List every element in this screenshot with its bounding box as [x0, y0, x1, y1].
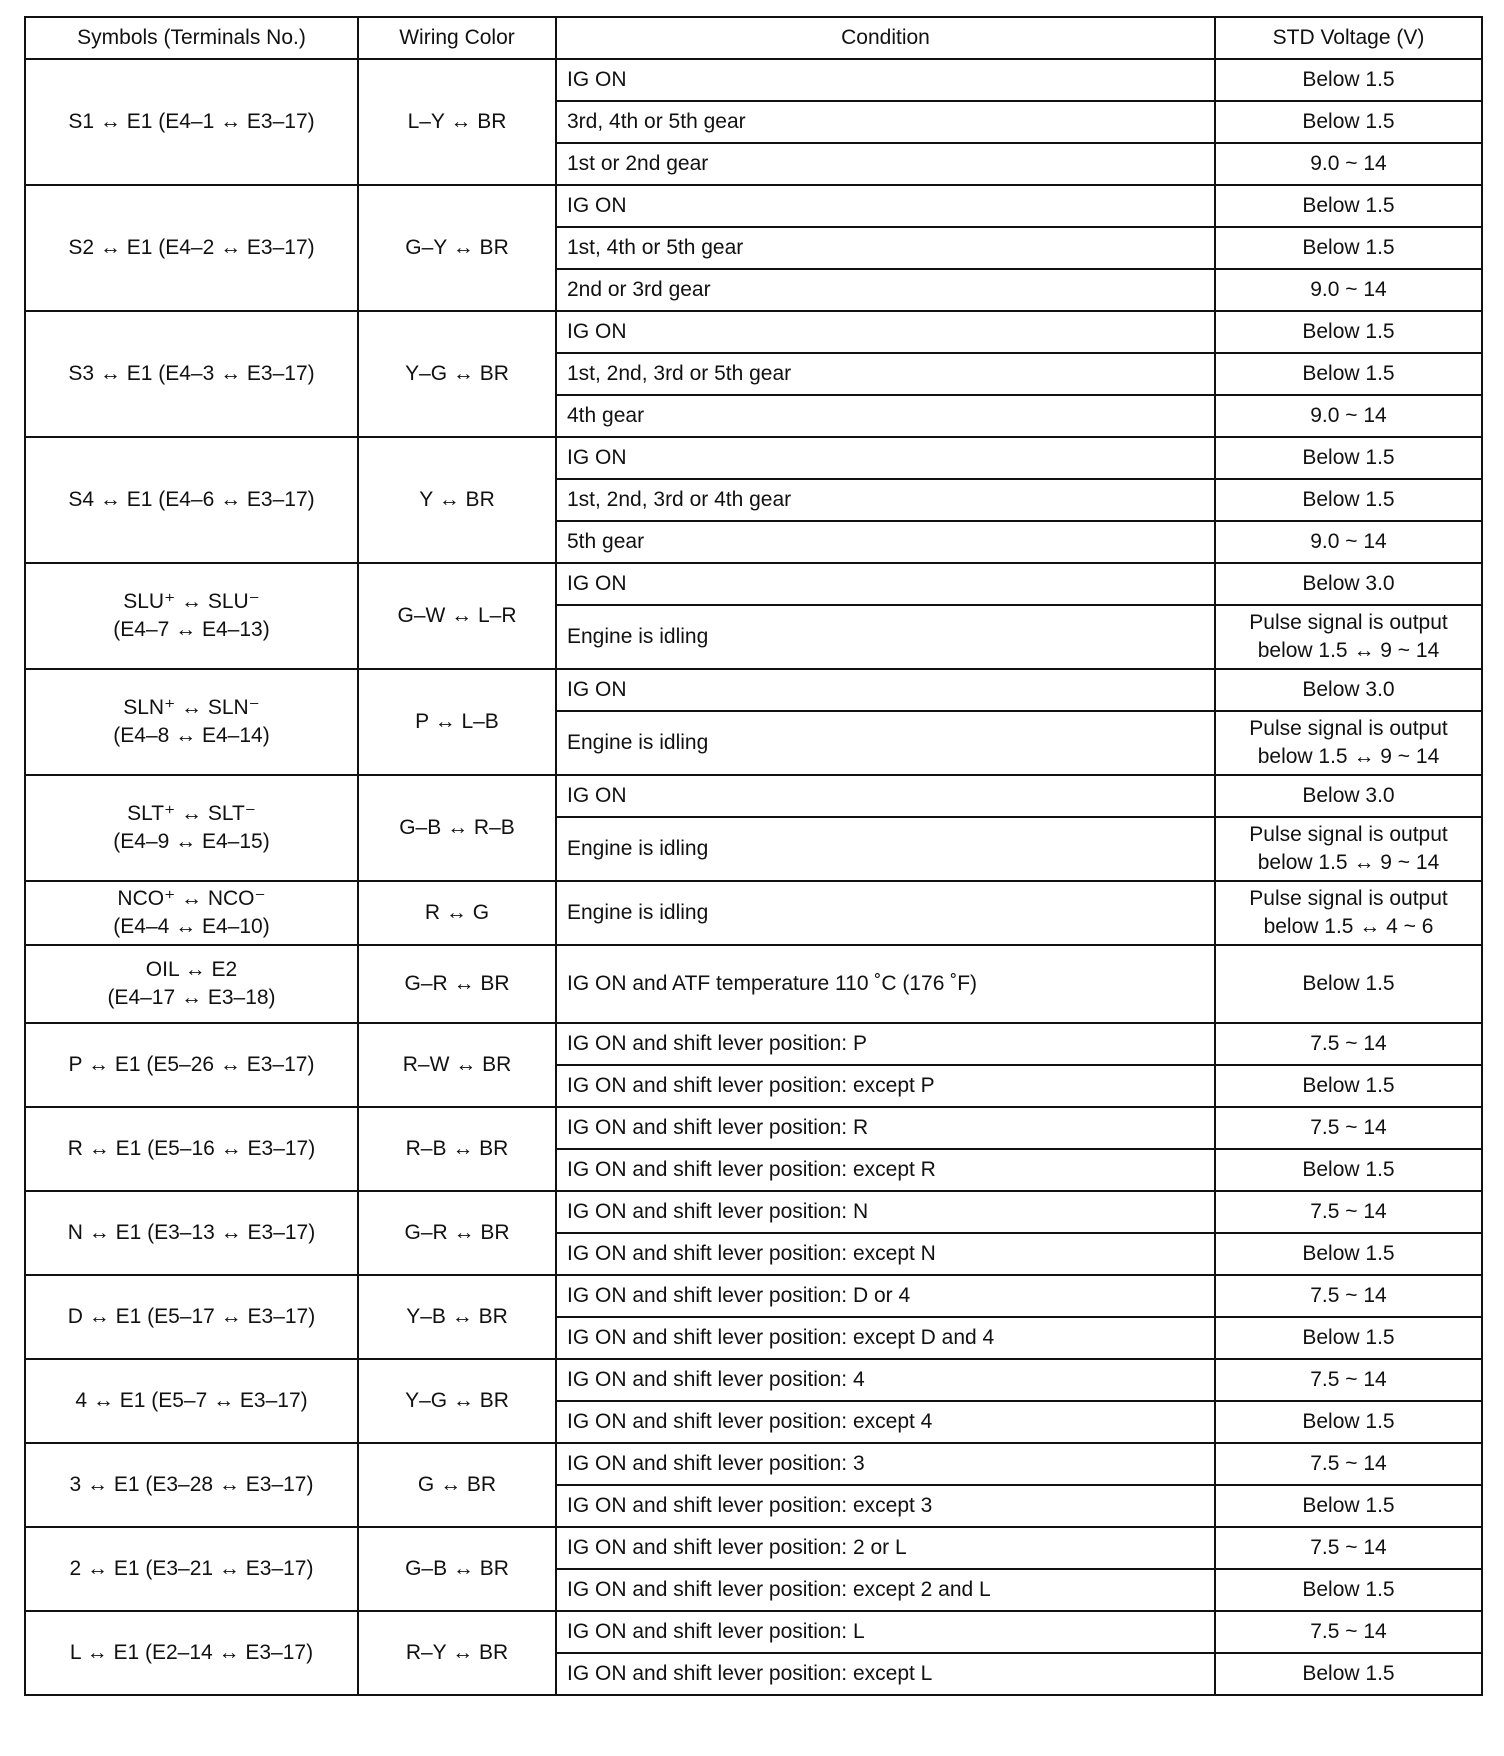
- condition-cell: Engine is idling: [556, 881, 1215, 945]
- std-voltage-cell: [1215, 1233, 1482, 1275]
- wiring-color-cell: R ↔ G: [358, 881, 556, 945]
- std-voltage-cell: [1215, 1107, 1482, 1149]
- std-voltage-cell: [1215, 1149, 1482, 1191]
- std-voltage-text: Below 1.5: [1302, 1661, 1395, 1685]
- std-voltage-text: Pulse signal is output: [1249, 886, 1448, 910]
- table-row: [25, 59, 1482, 101]
- std-voltage-cell: [1215, 817, 1482, 881]
- table-row: [25, 945, 1482, 1023]
- terminal-symbol-cell: [25, 1611, 358, 1695]
- wiring-color-cell: Y ↔ BR: [358, 437, 556, 563]
- wiring-color-cell: G–R ↔ BR: [358, 945, 556, 1023]
- condition-cell: 1st, 2nd, 3rd or 4th gear: [556, 479, 1215, 521]
- table-row: [25, 437, 1482, 479]
- std-voltage-cell: [1215, 437, 1482, 479]
- condition-cell: 1st or 2nd gear: [556, 143, 1215, 185]
- table-row: [25, 311, 1482, 353]
- std-voltage-text: Below 3.0: [1302, 783, 1395, 807]
- std-voltage-text: 7.5 ~ 14: [1310, 1283, 1387, 1307]
- terminal-symbol-cell: [25, 563, 358, 669]
- condition-cell: IG ON and shift lever position: except D and 4: [556, 1317, 1215, 1359]
- condition-cell: IG ON and shift lever position: except L: [556, 1653, 1215, 1695]
- terminal-symbol-text: S2 ↔ E1 (E4–2 ↔ E3–17): [68, 235, 315, 259]
- condition-cell: IG ON: [556, 669, 1215, 711]
- condition-cell: IG ON and shift lever position: except 2 and L: [556, 1569, 1215, 1611]
- condition-cell: IG ON and shift lever position: 4: [556, 1359, 1215, 1401]
- terminal-symbol-text: SLN⁺ ↔ SLN⁻: [123, 695, 260, 719]
- std-voltage-text: Below 1.5: [1302, 971, 1395, 995]
- std-voltage-text: Below 1.5: [1302, 1241, 1395, 1265]
- table-row: [25, 563, 1482, 605]
- std-voltage-text: Below 1.5: [1302, 361, 1395, 385]
- terminal-symbol-text: (E4–7 ↔ E4–13): [113, 618, 270, 641]
- terminal-symbol-text: SLT⁺ ↔ SLT⁻: [127, 801, 256, 825]
- wiring-color-cell: G–W ↔ L–R: [358, 563, 556, 669]
- std-voltage-text: 7.5 ~ 14: [1310, 1031, 1387, 1055]
- std-voltage-text: 7.5 ~ 14: [1310, 1199, 1387, 1223]
- terminal-symbol-text: 4 ↔ E1 (E5–7 ↔ E3–17): [75, 1388, 308, 1412]
- std-voltage-cell: [1215, 1653, 1482, 1695]
- std-voltage-cell: [1215, 945, 1482, 1023]
- std-voltage-text: Pulse signal is output: [1249, 610, 1448, 634]
- condition-cell: 1st, 2nd, 3rd or 5th gear: [556, 353, 1215, 395]
- condition-cell: 3rd, 4th or 5th gear: [556, 101, 1215, 143]
- wiring-color-cell: G–Y ↔ BR: [358, 185, 556, 311]
- header-symbols: Symbols (Terminals No.): [25, 17, 358, 59]
- wiring-color-cell: Y–B ↔ BR: [358, 1275, 556, 1359]
- terminal-symbol-text: (E4–8 ↔ E4–14): [113, 724, 270, 747]
- std-voltage-text: below 1.5 ↔ 9 ~ 14: [1257, 639, 1440, 662]
- std-voltage-text: Pulse signal is output: [1249, 822, 1448, 846]
- table-row: [25, 669, 1482, 711]
- std-voltage-cell: [1215, 605, 1482, 669]
- table-row: [25, 1359, 1482, 1401]
- terminal-symbol-cell: [25, 1275, 358, 1359]
- std-voltage-text: below 1.5 ↔ 9 ~ 14: [1257, 745, 1440, 768]
- std-voltage-text: 9.0 ~ 14: [1310, 529, 1387, 553]
- table-body: [25, 59, 1482, 1695]
- condition-cell: IG ON: [556, 775, 1215, 817]
- condition-cell: IG ON and shift lever position: P: [556, 1023, 1215, 1065]
- terminal-symbol-text: D ↔ E1 (E5–17 ↔ E3–17): [67, 1304, 316, 1328]
- std-voltage-text: Below 1.5: [1302, 487, 1395, 511]
- std-voltage-text: 9.0 ~ 14: [1310, 277, 1387, 301]
- condition-cell: IG ON and shift lever position: D or 4: [556, 1275, 1215, 1317]
- terminal-symbol-text: L ↔ E1 (E2–14 ↔ E3–17): [69, 1640, 314, 1664]
- table-row: [25, 1275, 1482, 1317]
- std-voltage-text: below 1.5 ↔ 9 ~ 14: [1257, 851, 1440, 874]
- condition-cell: IG ON and shift lever position: N: [556, 1191, 1215, 1233]
- condition-cell: IG ON and shift lever position: 2 or L: [556, 1527, 1215, 1569]
- std-voltage-cell: [1215, 1065, 1482, 1107]
- terminal-symbol-cell: [25, 945, 358, 1023]
- condition-cell: IG ON: [556, 563, 1215, 605]
- table-row: [25, 775, 1482, 817]
- terminal-symbol-cell: [25, 881, 358, 945]
- condition-cell: 5th gear: [556, 521, 1215, 563]
- terminal-symbol-text: S4 ↔ E1 (E4–6 ↔ E3–17): [68, 487, 315, 511]
- std-voltage-cell: [1215, 1401, 1482, 1443]
- std-voltage-cell: [1215, 775, 1482, 817]
- wiring-color-cell: R–W ↔ BR: [358, 1023, 556, 1107]
- terminal-symbol-text: SLU⁺ ↔ SLU⁻: [123, 589, 260, 613]
- std-voltage-text: below 1.5 ↔ 4 ~ 6: [1263, 915, 1434, 938]
- wiring-color-cell: G–R ↔ BR: [358, 1191, 556, 1275]
- terminal-symbol-cell: [25, 1527, 358, 1611]
- std-voltage-cell: [1215, 353, 1482, 395]
- header-condition: Condition: [556, 17, 1215, 59]
- terminal-symbol-text: R ↔ E1 (E5–16 ↔ E3–17): [67, 1136, 316, 1160]
- condition-cell: IG ON: [556, 311, 1215, 353]
- condition-cell: Engine is idling: [556, 711, 1215, 775]
- terminal-symbol-text: N ↔ E1 (E3–13 ↔ E3–17): [67, 1220, 316, 1244]
- std-voltage-cell: [1215, 59, 1482, 101]
- std-voltage-cell: [1215, 311, 1482, 353]
- std-voltage-cell: [1215, 1359, 1482, 1401]
- std-voltage-cell: [1215, 1485, 1482, 1527]
- std-voltage-text: 9.0 ~ 14: [1310, 403, 1387, 427]
- std-voltage-text: 7.5 ~ 14: [1310, 1367, 1387, 1391]
- std-voltage-cell: [1215, 1317, 1482, 1359]
- std-voltage-cell: [1215, 227, 1482, 269]
- std-voltage-cell: [1215, 563, 1482, 605]
- std-voltage-text: 9.0 ~ 14: [1310, 151, 1387, 175]
- std-voltage-cell: [1215, 143, 1482, 185]
- condition-cell: IG ON and shift lever position: except N: [556, 1233, 1215, 1275]
- terminal-symbol-text: S1 ↔ E1 (E4–1 ↔ E3–17): [68, 109, 315, 133]
- condition-cell: IG ON and shift lever position: except P: [556, 1065, 1215, 1107]
- std-voltage-cell: [1215, 1611, 1482, 1653]
- std-voltage-text: Below 1.5: [1302, 1577, 1395, 1601]
- condition-cell: Engine is idling: [556, 817, 1215, 881]
- std-voltage-text: Below 1.5: [1302, 319, 1395, 343]
- condition-cell: IG ON and shift lever position: R: [556, 1107, 1215, 1149]
- std-voltage-text: 7.5 ~ 14: [1310, 1451, 1387, 1475]
- wiring-color-cell: R–Y ↔ BR: [358, 1611, 556, 1695]
- wiring-color-cell: G ↔ BR: [358, 1443, 556, 1527]
- header-std-voltage: STD Voltage (V): [1215, 17, 1482, 59]
- std-voltage-cell: [1215, 395, 1482, 437]
- table-row: [25, 185, 1482, 227]
- wiring-color-cell: Y–G ↔ BR: [358, 311, 556, 437]
- std-voltage-text: Below 1.5: [1302, 1325, 1395, 1349]
- condition-cell: IG ON and shift lever position: except 4: [556, 1401, 1215, 1443]
- wiring-color-cell: R–B ↔ BR: [358, 1107, 556, 1191]
- terminal-symbol-text: 2 ↔ E1 (E3–21 ↔ E3–17): [69, 1556, 314, 1580]
- std-voltage-text: 7.5 ~ 14: [1310, 1535, 1387, 1559]
- wiring-color-cell: G–B ↔ BR: [358, 1527, 556, 1611]
- std-voltage-cell: [1215, 1275, 1482, 1317]
- std-voltage-text: Below 1.5: [1302, 1157, 1395, 1181]
- table-header: [25, 17, 1482, 59]
- std-voltage-text: Below 1.5: [1302, 1409, 1395, 1433]
- terminal-symbol-text: (E4–9 ↔ E4–15): [113, 830, 270, 853]
- condition-cell: IG ON and shift lever position: except R: [556, 1149, 1215, 1191]
- table-row: [25, 1611, 1482, 1653]
- terminal-symbol-text: OIL ↔ E2: [145, 957, 238, 981]
- std-voltage-cell: [1215, 1527, 1482, 1569]
- table-row: [25, 881, 1482, 945]
- terminal-symbol-text: S3 ↔ E1 (E4–3 ↔ E3–17): [68, 361, 315, 385]
- terminal-symbol-cell: [25, 311, 358, 437]
- terminal-symbol-cell: [25, 1359, 358, 1443]
- terminal-symbol-cell: [25, 59, 358, 185]
- std-voltage-text: Below 1.5: [1302, 235, 1395, 259]
- std-voltage-cell: [1215, 1569, 1482, 1611]
- condition-cell: 4th gear: [556, 395, 1215, 437]
- condition-cell: IG ON and shift lever position: except 3: [556, 1485, 1215, 1527]
- std-voltage-cell: [1215, 1023, 1482, 1065]
- table-row: [25, 1191, 1482, 1233]
- std-voltage-text: Below 1.5: [1302, 445, 1395, 469]
- terminal-symbol-cell: [25, 669, 358, 775]
- wiring-color-cell: L–Y ↔ BR: [358, 59, 556, 185]
- table-row: [25, 1023, 1482, 1065]
- std-voltage-cell: [1215, 521, 1482, 563]
- std-voltage-cell: [1215, 101, 1482, 143]
- std-voltage-cell: [1215, 479, 1482, 521]
- std-voltage-cell: [1215, 711, 1482, 775]
- std-voltage-text: Below 3.0: [1302, 571, 1395, 595]
- table-row: [25, 1443, 1482, 1485]
- std-voltage-cell: [1215, 669, 1482, 711]
- condition-cell: 2nd or 3rd gear: [556, 269, 1215, 311]
- terminal-symbol-text: P ↔ E1 (E5–26 ↔ E3–17): [68, 1052, 315, 1076]
- terminal-symbol-text: (E4–4 ↔ E4–10): [113, 915, 270, 938]
- std-voltage-text: 7.5 ~ 14: [1310, 1115, 1387, 1139]
- condition-cell: IG ON: [556, 185, 1215, 227]
- header-wiring-color: Wiring Color: [358, 17, 556, 59]
- std-voltage-text: Pulse signal is output: [1249, 716, 1448, 740]
- condition-cell: IG ON and ATF temperature 110 ˚C (176 ˚F): [556, 945, 1215, 1023]
- terminal-symbol-cell: [25, 437, 358, 563]
- terminal-symbol-text: NCO⁺ ↔ NCO⁻: [117, 886, 266, 910]
- std-voltage-text: 7.5 ~ 14: [1310, 1619, 1387, 1643]
- voltage-spec-table: [24, 16, 1483, 1696]
- std-voltage-text: Below 1.5: [1302, 109, 1395, 133]
- std-voltage-cell: [1215, 1191, 1482, 1233]
- std-voltage-text: Below 3.0: [1302, 677, 1395, 701]
- terminal-symbol-text: (E4–17 ↔ E3–18): [107, 986, 276, 1009]
- terminal-symbol-cell: [25, 1107, 358, 1191]
- condition-cell: IG ON and shift lever position: 3: [556, 1443, 1215, 1485]
- wiring-color-cell: P ↔ L–B: [358, 669, 556, 775]
- std-voltage-text: Below 1.5: [1302, 193, 1395, 217]
- terminal-symbol-cell: [25, 775, 358, 881]
- terminal-symbol-cell: [25, 1443, 358, 1527]
- header-row: [25, 17, 1482, 59]
- wiring-color-cell: Y–G ↔ BR: [358, 1359, 556, 1443]
- std-voltage-cell: [1215, 1443, 1482, 1485]
- condition-cell: IG ON and shift lever position: L: [556, 1611, 1215, 1653]
- std-voltage-cell: [1215, 185, 1482, 227]
- terminal-symbol-cell: [25, 185, 358, 311]
- wiring-color-cell: G–B ↔ R–B: [358, 775, 556, 881]
- terminal-symbol-cell: [25, 1023, 358, 1107]
- terminal-symbol-text: 3 ↔ E1 (E3–28 ↔ E3–17): [69, 1472, 314, 1496]
- std-voltage-text: Below 1.5: [1302, 67, 1395, 91]
- std-voltage-cell: [1215, 881, 1482, 945]
- condition-cell: Engine is idling: [556, 605, 1215, 669]
- condition-cell: IG ON: [556, 59, 1215, 101]
- std-voltage-text: Below 1.5: [1302, 1493, 1395, 1517]
- condition-cell: 1st, 4th or 5th gear: [556, 227, 1215, 269]
- std-voltage-cell: [1215, 269, 1482, 311]
- terminal-symbol-cell: [25, 1191, 358, 1275]
- condition-cell: IG ON: [556, 437, 1215, 479]
- document: [24, 16, 1481, 1696]
- table-row: [25, 1107, 1482, 1149]
- std-voltage-text: Below 1.5: [1302, 1073, 1395, 1097]
- table-row: [25, 1527, 1482, 1569]
